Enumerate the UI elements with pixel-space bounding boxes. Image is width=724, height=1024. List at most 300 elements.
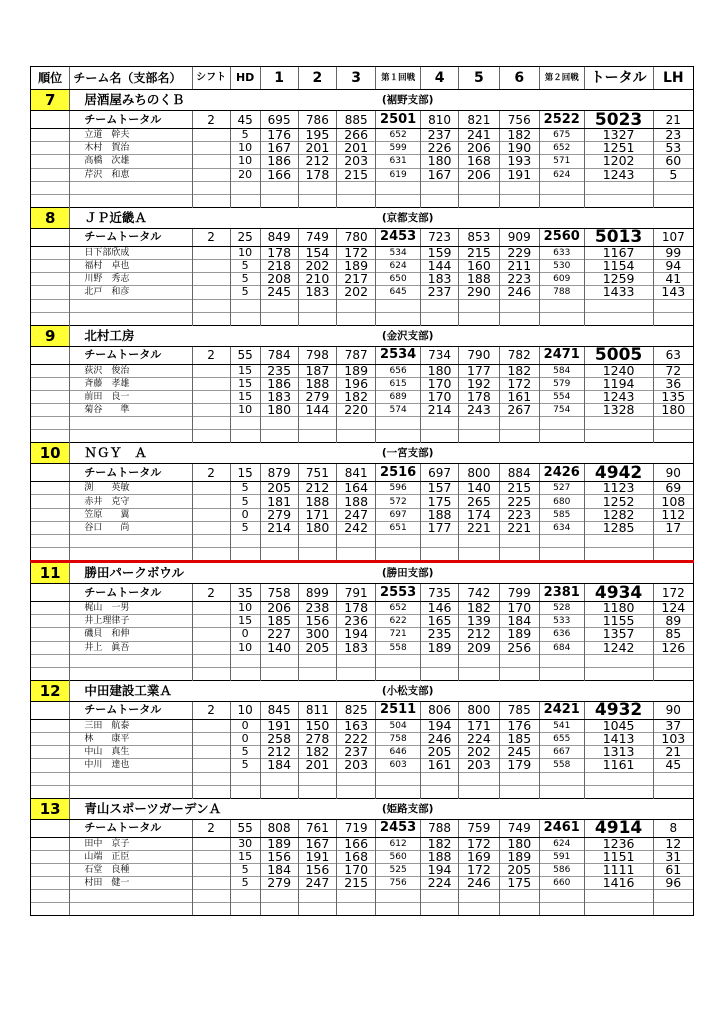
empty-cell xyxy=(376,772,421,785)
player-shift xyxy=(192,877,230,890)
empty-cell xyxy=(653,181,693,194)
player-name: 山端 正臣 xyxy=(70,850,192,863)
empty-cell xyxy=(539,903,584,916)
player-r1: 558 xyxy=(376,641,421,654)
player-g6: 267 xyxy=(499,404,539,417)
player-row xyxy=(31,404,694,417)
player-g6: 223 xyxy=(499,508,539,521)
team-branch: (姫路支部) xyxy=(376,798,540,819)
player-hd: 15 xyxy=(230,615,260,628)
empty-cell xyxy=(192,194,230,207)
empty-cell xyxy=(499,667,539,680)
player-g1: 279 xyxy=(260,508,298,521)
player-hd: 5 xyxy=(230,877,260,890)
rank-blank xyxy=(31,129,70,142)
player-g5: 169 xyxy=(459,850,499,863)
team-name: 居酒屋みちのくＢ xyxy=(70,90,376,111)
player-r2: 579 xyxy=(539,377,584,390)
team-g6: 785 xyxy=(499,701,539,719)
player-g5: 206 xyxy=(459,142,499,155)
empty-cell xyxy=(420,654,458,667)
player-g5: 160 xyxy=(459,259,499,272)
empty-cell xyxy=(230,667,260,680)
player-g1: 186 xyxy=(260,155,298,168)
player-lh: 143 xyxy=(653,286,693,299)
team-g2: 798 xyxy=(298,346,336,364)
empty-cell xyxy=(539,548,584,562)
empty-cell xyxy=(230,772,260,785)
rank-blank xyxy=(31,273,70,286)
team-shift: 2 xyxy=(192,228,230,246)
team-lh: 90 xyxy=(653,701,693,719)
empty-cell xyxy=(539,785,584,798)
team-r1: 2501 xyxy=(376,111,421,129)
player-lh: 96 xyxy=(653,877,693,890)
player-row xyxy=(31,863,694,876)
player-g3: 202 xyxy=(337,286,376,299)
player-g4: 146 xyxy=(420,602,458,615)
empty-row xyxy=(31,312,694,325)
empty-cell xyxy=(653,299,693,312)
empty-cell xyxy=(653,890,693,903)
player-row xyxy=(31,628,694,641)
player-r2: 558 xyxy=(539,759,584,772)
empty-cell xyxy=(192,299,230,312)
player-g4: 235 xyxy=(420,628,458,641)
col-lh: LH xyxy=(653,67,693,90)
player-row xyxy=(31,286,694,299)
empty-cell xyxy=(298,654,336,667)
empty-cell xyxy=(260,772,298,785)
empty-cell xyxy=(260,430,298,443)
player-g1: 218 xyxy=(260,259,298,272)
team-g6: 749 xyxy=(499,819,539,837)
player-g5: 209 xyxy=(459,641,499,654)
player-hd: 30 xyxy=(230,837,260,850)
player-g3: 189 xyxy=(337,364,376,377)
player-g1: 205 xyxy=(260,482,298,495)
player-hd: 5 xyxy=(230,129,260,142)
team-branch: (勝田支部) xyxy=(376,562,540,584)
player-g2: 150 xyxy=(298,719,336,732)
player-tot: 1285 xyxy=(584,521,653,534)
empty-cell xyxy=(337,194,376,207)
rank-blank xyxy=(31,390,70,403)
empty-cell xyxy=(260,194,298,207)
player-r2: 530 xyxy=(539,259,584,272)
player-g3: 178 xyxy=(337,602,376,615)
empty-cell xyxy=(298,194,336,207)
player-r2: 609 xyxy=(539,273,584,286)
player-g1: 189 xyxy=(260,837,298,850)
player-lh: 180 xyxy=(653,404,693,417)
empty-cell xyxy=(230,181,260,194)
player-name: 梶山 一男 xyxy=(70,602,192,615)
empty-cell xyxy=(230,194,260,207)
player-g6: 189 xyxy=(499,850,539,863)
player-g1: 156 xyxy=(260,850,298,863)
player-tot: 1111 xyxy=(584,863,653,876)
empty-cell xyxy=(192,181,230,194)
team-hd: 55 xyxy=(230,346,260,364)
player-row xyxy=(31,259,694,272)
empty-cell xyxy=(376,299,421,312)
team-g1: 758 xyxy=(260,584,298,602)
team-g3: 841 xyxy=(337,464,376,482)
team-name: 中田建設工業Ａ xyxy=(70,680,376,701)
player-tot: 1433 xyxy=(584,286,653,299)
rank-blank xyxy=(31,602,70,615)
team-shift: 2 xyxy=(192,111,230,129)
player-hd: 0 xyxy=(230,628,260,641)
player-tot: 1154 xyxy=(584,259,653,272)
player-g2: 195 xyxy=(298,129,336,142)
col-shift: シフト xyxy=(192,67,230,90)
team-total-row xyxy=(31,346,694,364)
player-g2: 144 xyxy=(298,404,336,417)
empty-cell xyxy=(539,430,584,443)
player-g6: 193 xyxy=(499,155,539,168)
player-r1: 596 xyxy=(376,482,421,495)
empty-cell xyxy=(539,194,584,207)
team-rank: 7 xyxy=(31,90,70,111)
player-shift xyxy=(192,364,230,377)
player-name: 荻沢 俊治 xyxy=(70,364,192,377)
player-g1: 227 xyxy=(260,628,298,641)
empty-cell xyxy=(260,417,298,430)
player-g2: 183 xyxy=(298,286,336,299)
team-branch: (裾野支部) xyxy=(376,90,540,111)
player-lh: 60 xyxy=(653,155,693,168)
player-lh: 61 xyxy=(653,863,693,876)
player-lh: 36 xyxy=(653,377,693,390)
team-header-blank xyxy=(539,207,693,228)
player-g6: 190 xyxy=(499,142,539,155)
player-r2: 633 xyxy=(539,246,584,259)
player-g1: 178 xyxy=(260,246,298,259)
team-g3: 719 xyxy=(337,819,376,837)
team-tot: 5023 xyxy=(584,111,653,129)
empty-cell xyxy=(539,417,584,430)
player-g4: 183 xyxy=(420,273,458,286)
empty-cell xyxy=(337,312,376,325)
team-total-row xyxy=(31,228,694,246)
empty-cell xyxy=(420,194,458,207)
team-name: 青山スポーツガーデンＡ xyxy=(70,798,376,819)
team-g5: 800 xyxy=(459,701,499,719)
team-g1: 784 xyxy=(260,346,298,364)
player-tot: 1155 xyxy=(584,615,653,628)
player-name: 谷口 尚 xyxy=(70,521,192,534)
player-g1: 181 xyxy=(260,495,298,508)
rank-blank xyxy=(31,508,70,521)
empty-cell xyxy=(420,667,458,680)
player-name: 菊谷 準 xyxy=(70,404,192,417)
col-team: チーム名（支部名） xyxy=(70,67,192,90)
empty-cell xyxy=(499,890,539,903)
player-lh: 69 xyxy=(653,482,693,495)
empty-cell xyxy=(376,890,421,903)
team-g1: 849 xyxy=(260,228,298,246)
player-hd: 15 xyxy=(230,850,260,863)
team-total-label: チームトータル xyxy=(70,819,192,837)
rank-blank xyxy=(31,464,70,482)
rank-blank xyxy=(31,732,70,745)
player-shift xyxy=(192,615,230,628)
team-rank: 13 xyxy=(31,798,70,819)
empty-row xyxy=(31,785,694,798)
player-g6: 185 xyxy=(499,732,539,745)
empty-cell xyxy=(420,772,458,785)
player-r1: 560 xyxy=(376,850,421,863)
empty-cell xyxy=(376,667,421,680)
player-g6: 176 xyxy=(499,719,539,732)
player-lh: 72 xyxy=(653,364,693,377)
empty-cell xyxy=(459,312,499,325)
empty-cell xyxy=(539,299,584,312)
empty-cell xyxy=(459,667,499,680)
team-g1: 695 xyxy=(260,111,298,129)
player-row xyxy=(31,142,694,155)
empty-cell xyxy=(459,654,499,667)
player-r1: 758 xyxy=(376,732,421,745)
player-g5: 177 xyxy=(459,364,499,377)
player-g2: 178 xyxy=(298,168,336,181)
col-hd: HD xyxy=(230,67,260,90)
rank-blank xyxy=(31,701,70,719)
team-total-label: チームトータル xyxy=(70,111,192,129)
player-name: 福村 卓也 xyxy=(70,259,192,272)
player-g5: 246 xyxy=(459,877,499,890)
player-shift xyxy=(192,759,230,772)
player-hd: 5 xyxy=(230,521,260,534)
player-r1: 504 xyxy=(376,719,421,732)
player-g2: 205 xyxy=(298,641,336,654)
player-g1: 184 xyxy=(260,863,298,876)
player-g6: 191 xyxy=(499,168,539,181)
player-r2: 754 xyxy=(539,404,584,417)
team-g3: 787 xyxy=(337,346,376,364)
player-hd: 10 xyxy=(230,246,260,259)
player-lh: 17 xyxy=(653,521,693,534)
player-g2: 156 xyxy=(298,863,336,876)
team-tot: 4914 xyxy=(584,819,653,837)
player-g1: 183 xyxy=(260,390,298,403)
player-g1: 191 xyxy=(260,719,298,732)
player-g4: 180 xyxy=(420,364,458,377)
player-lh: 124 xyxy=(653,602,693,615)
empty-row xyxy=(31,903,694,916)
player-g1: 235 xyxy=(260,364,298,377)
team-header-blank xyxy=(539,90,693,111)
empty-cell xyxy=(499,417,539,430)
team-g1: 808 xyxy=(260,819,298,837)
player-g4: 226 xyxy=(420,142,458,155)
player-row xyxy=(31,377,694,390)
player-tot: 1151 xyxy=(584,850,653,863)
empty-cell xyxy=(539,535,584,548)
rank-blank xyxy=(31,628,70,641)
rank-blank xyxy=(31,521,70,534)
team-total-row xyxy=(31,111,694,129)
player-hd: 5 xyxy=(230,273,260,286)
team-g2: 749 xyxy=(298,228,336,246)
player-g3: 183 xyxy=(337,641,376,654)
player-g3: 189 xyxy=(337,259,376,272)
player-lh: 37 xyxy=(653,719,693,732)
empty-cell xyxy=(584,535,653,548)
player-g2: 202 xyxy=(298,259,336,272)
team-g2: 761 xyxy=(298,819,336,837)
player-g3: 201 xyxy=(337,142,376,155)
player-g2: 154 xyxy=(298,246,336,259)
empty-cell xyxy=(539,181,584,194)
empty-cell xyxy=(70,181,192,194)
player-hd: 10 xyxy=(230,142,260,155)
team-g3: 791 xyxy=(337,584,376,602)
empty-cell xyxy=(653,430,693,443)
empty-cell xyxy=(70,654,192,667)
rank-blank xyxy=(31,759,70,772)
team-total-label: チームトータル xyxy=(70,228,192,246)
player-hd: 20 xyxy=(230,168,260,181)
player-shift xyxy=(192,746,230,759)
player-g2: 279 xyxy=(298,390,336,403)
player-g3: 168 xyxy=(337,850,376,863)
player-row xyxy=(31,759,694,772)
player-shift xyxy=(192,390,230,403)
player-tot: 1243 xyxy=(584,390,653,403)
player-g4: 188 xyxy=(420,508,458,521)
player-g6: 170 xyxy=(499,602,539,615)
team-lh: 90 xyxy=(653,464,693,482)
player-shift xyxy=(192,286,230,299)
player-g3: 222 xyxy=(337,732,376,745)
player-hd: 15 xyxy=(230,390,260,403)
team-r1: 2453 xyxy=(376,819,421,837)
player-lh: 108 xyxy=(653,495,693,508)
player-hd: 5 xyxy=(230,759,260,772)
team-r2: 2421 xyxy=(539,701,584,719)
player-row xyxy=(31,168,694,181)
empty-cell xyxy=(459,535,499,548)
team-header-row xyxy=(31,207,694,228)
player-hd: 5 xyxy=(230,286,260,299)
team-hd: 35 xyxy=(230,584,260,602)
player-g5: 172 xyxy=(459,837,499,850)
team-g4: 697 xyxy=(420,464,458,482)
player-name: 立道 幹夫 xyxy=(70,129,192,142)
player-tot: 1416 xyxy=(584,877,653,890)
rank-blank xyxy=(31,719,70,732)
player-r2: 680 xyxy=(539,495,584,508)
player-g5: 188 xyxy=(459,273,499,286)
player-r2: 571 xyxy=(539,155,584,168)
player-hd: 5 xyxy=(230,259,260,272)
empty-cell xyxy=(298,312,336,325)
player-g1: 208 xyxy=(260,273,298,286)
player-r1: 652 xyxy=(376,602,421,615)
player-r1: 599 xyxy=(376,142,421,155)
empty-cell xyxy=(70,890,192,903)
empty-cell xyxy=(260,548,298,562)
empty-cell xyxy=(230,785,260,798)
team-branch: (京都支部) xyxy=(376,207,540,228)
col-g3: 3 xyxy=(337,67,376,90)
empty-cell xyxy=(539,312,584,325)
player-name: 渕 英敏 xyxy=(70,482,192,495)
empty-cell xyxy=(230,654,260,667)
team-g5: 800 xyxy=(459,464,499,482)
empty-cell xyxy=(260,299,298,312)
empty-cell xyxy=(31,548,70,562)
team-g4: 806 xyxy=(420,701,458,719)
player-r1: 622 xyxy=(376,615,421,628)
team-header-row xyxy=(31,325,694,346)
team-g5: 853 xyxy=(459,228,499,246)
player-g3: 170 xyxy=(337,863,376,876)
player-g4: 144 xyxy=(420,259,458,272)
player-g4: 157 xyxy=(420,482,458,495)
player-row xyxy=(31,641,694,654)
player-g1: 184 xyxy=(260,759,298,772)
team-g1: 845 xyxy=(260,701,298,719)
player-shift xyxy=(192,259,230,272)
rank-blank xyxy=(31,877,70,890)
player-g6: 161 xyxy=(499,390,539,403)
empty-cell xyxy=(70,903,192,916)
player-r1: 612 xyxy=(376,837,421,850)
player-r2: 684 xyxy=(539,641,584,654)
player-g1: 212 xyxy=(260,746,298,759)
player-g6: 246 xyxy=(499,286,539,299)
empty-cell xyxy=(584,890,653,903)
rank-blank xyxy=(31,746,70,759)
player-shift xyxy=(192,168,230,181)
player-g5: 172 xyxy=(459,863,499,876)
col-round1: 第１回戦 xyxy=(376,67,421,90)
team-g5: 759 xyxy=(459,819,499,837)
player-r1: 525 xyxy=(376,863,421,876)
player-g2: 247 xyxy=(298,877,336,890)
empty-cell xyxy=(584,312,653,325)
empty-cell xyxy=(584,785,653,798)
empty-cell xyxy=(337,654,376,667)
player-g2: 212 xyxy=(298,155,336,168)
empty-cell xyxy=(653,667,693,680)
empty-cell xyxy=(584,667,653,680)
player-g6: 205 xyxy=(499,863,539,876)
player-g3: 188 xyxy=(337,495,376,508)
player-g2: 278 xyxy=(298,732,336,745)
player-name: 井上理律子 xyxy=(70,615,192,628)
empty-cell xyxy=(192,667,230,680)
player-tot: 1161 xyxy=(584,759,653,772)
player-g6: 229 xyxy=(499,246,539,259)
empty-cell xyxy=(31,654,70,667)
player-g5: 206 xyxy=(459,168,499,181)
player-g3: 215 xyxy=(337,168,376,181)
empty-cell xyxy=(192,654,230,667)
empty-cell xyxy=(459,890,499,903)
rank-blank xyxy=(31,111,70,129)
col-g6: 6 xyxy=(499,67,539,90)
col-total: トータル xyxy=(584,67,653,90)
player-g1: 166 xyxy=(260,168,298,181)
team-r2: 2522 xyxy=(539,111,584,129)
player-row xyxy=(31,390,694,403)
player-g6: 215 xyxy=(499,482,539,495)
